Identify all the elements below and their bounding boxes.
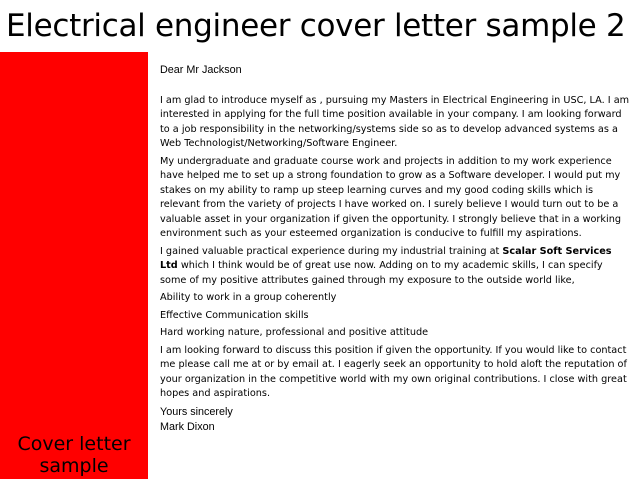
red-sidebar	[0, 52, 148, 479]
training-text-before: I gained valuable practical experience during my industrial training at	[160, 245, 503, 257]
letter-closing: Yours sincerely	[160, 405, 233, 418]
attribute-item: Hard working nature, professional and positive attitude	[160, 327, 429, 338]
sidebar-label-line2: sample	[39, 455, 109, 477]
letter-paragraph-closing: I am looking forward to discuss this position if given the opportunity. If you would like to contact me please call me at or by email at. I eagerly seek an opportunity to hold aloft the reputation of your organization in the competitive world with my own original contributions. I close with great hopes and aspirations.	[160, 344, 627, 399]
training-text-after: which I think would be of great use now. Adding on to my academic skills, I can specify some of my positive attributes gained through my exposure to the outside world like,	[160, 260, 603, 286]
letter-paragraph-experience: My undergraduate and graduate course work and projects in addition to my work experience have helped me to set up a strong foundation to grow as a Software developer. I would put my stakes on my ability to ramp up steep learning curves and my good coding skills which is relevant from the variety of projects I have worked on. I surely believe I would turn out to be a valuable asset in your organization if given the opportunity. I strongly believe that in a working environment such as your esteemed organization is conducive to fulfill my aspirations.	[160, 155, 621, 239]
sidebar-label	[0, 433, 148, 477]
letter-body	[160, 63, 630, 438]
company-name: Scalar Soft Services Ltd	[160, 245, 612, 271]
attribute-item: Ability to work in a group coherently	[160, 292, 337, 303]
slide-title: Electrical engineer cover letter sample 2	[6, 8, 626, 44]
letter-paragraph-training	[160, 245, 630, 289]
letter-signature: Mark Dixon	[160, 421, 215, 433]
attribute-item: Effective Communication skills	[160, 309, 309, 321]
letter-paragraph-intro: I am glad to introduce myself as , pursuing my Masters in Electrical Engineering in USC, LA. I am interested in applying for the full time position available in your company. I am looking forward to a job responsibility in the networking/systems side so as to develop advanced systems as a Web Technologist/Networking/Software Engineer.	[160, 94, 630, 149]
letter-greeting: Dear Mr Jackson	[160, 64, 242, 76]
sidebar-label-line1: Cover letter	[17, 433, 131, 455]
